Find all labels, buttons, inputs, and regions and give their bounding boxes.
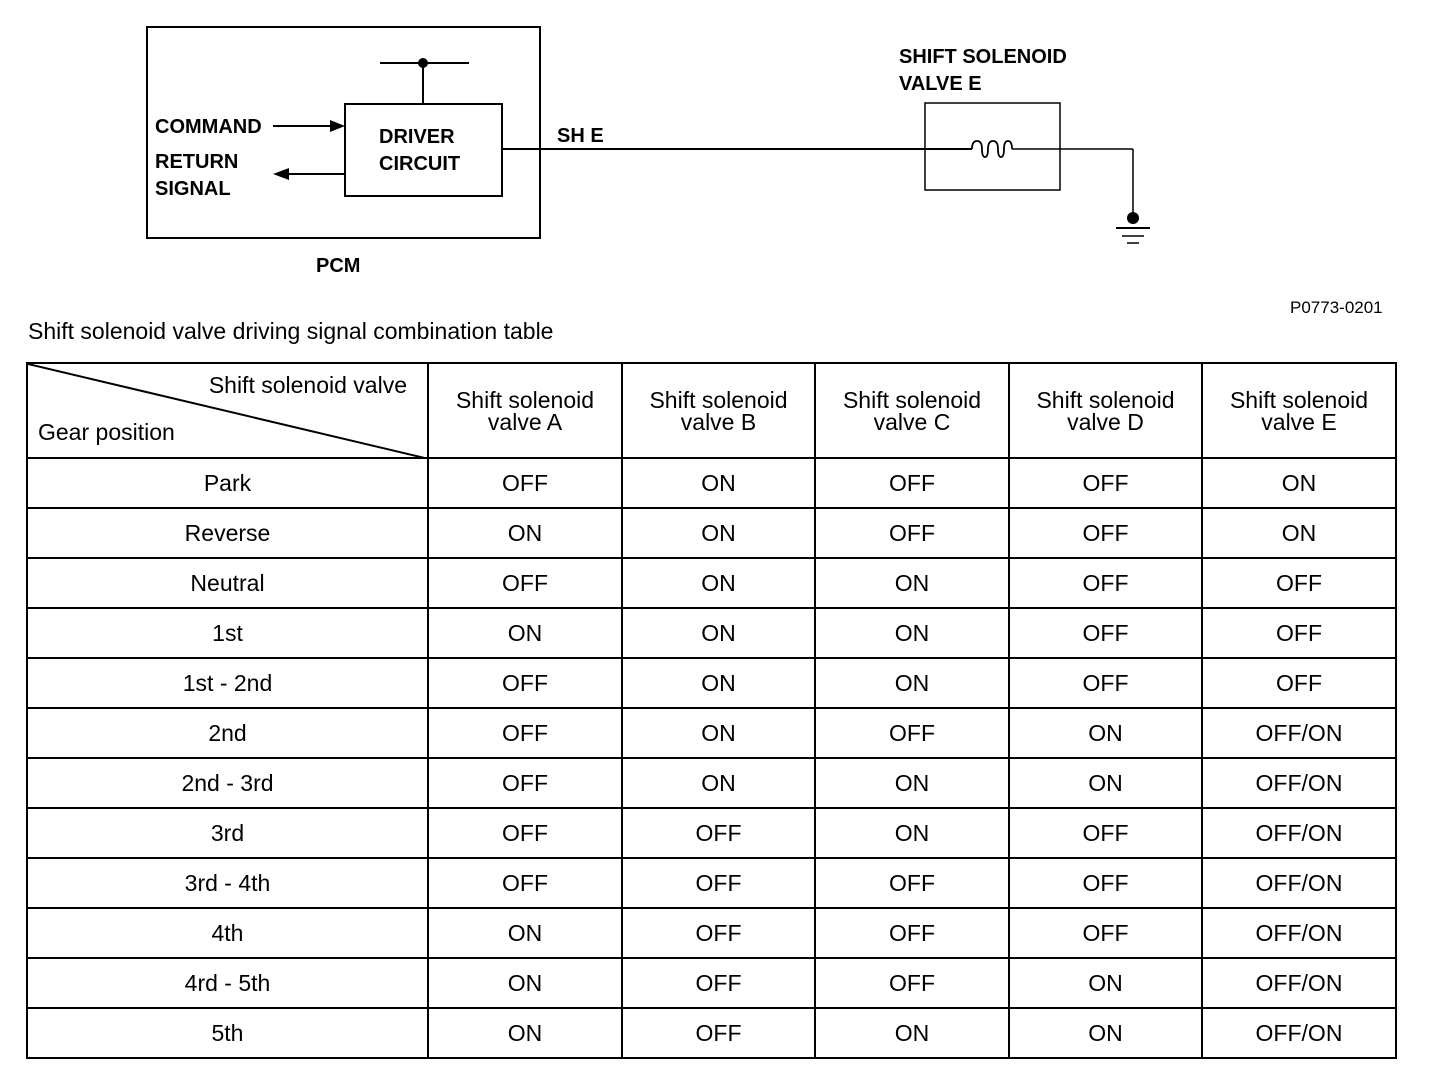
gear-position-cell: Park [27,458,428,508]
valve-state-cell: OFF [815,458,1009,508]
column-header-line1: Shift solenoid [842,386,982,413]
valve-state-cell: OFF [1202,608,1396,658]
valve-state-cell: OFF/ON [1202,808,1396,858]
gear-position-cell: 4rd - 5th [27,958,428,1008]
valve-state-cell: ON [815,1008,1009,1058]
valve-state-cell: OFF [1009,458,1202,508]
gear-position-cell: Reverse [27,508,428,558]
solenoid-label-line2: VALVE E [899,73,982,95]
valve-state-cell: OFF [1009,608,1202,658]
valve-state-cell: ON [1009,1008,1202,1058]
valve-state-cell: OFF [1009,908,1202,958]
table-row [27,1008,1396,1058]
ground-icon [1116,228,1150,243]
table-row [27,458,1396,508]
valve-state-cell: OFF [428,558,622,608]
valve-state-cell: OFF [1009,658,1202,708]
corner-top-label: Shift solenoid valve [208,372,407,398]
valve-state-cell: OFF [428,658,622,708]
gear-position-cell: 3rd [27,808,428,858]
column-header-line2: valve D [1067,408,1144,435]
table-title: Shift solenoid valve driving signal combination table [28,318,554,344]
command-arrowhead [330,120,345,132]
valve-state-cell: ON [1009,958,1202,1008]
table-row [27,958,1396,1008]
return-arrowhead [273,168,289,180]
command-label: COMMAND [155,116,262,138]
driver-label-line1: DRIVER [379,126,455,148]
valve-state-cell: OFF [1009,808,1202,858]
valve-state-cell: OFF [622,858,815,908]
valve-state-cell: OFF [815,508,1009,558]
ground-node-dot [1127,212,1139,224]
driver-label-line2: CIRCUIT [379,153,461,175]
column-header-valve-d [1009,363,1202,458]
gear-position-cell: 1st [27,608,428,658]
valve-state-cell: OFF [815,908,1009,958]
column-header-valve-b [622,363,815,458]
valve-state-cell: OFF [428,458,622,508]
column-header-valve-c [815,363,1009,458]
valve-state-cell: ON [622,608,815,658]
valve-state-cell: OFF [428,858,622,908]
valve-state-cell: ON [622,658,815,708]
valve-state-cell: ON [622,708,815,758]
valve-state-cell: OFF [815,708,1009,758]
valve-state-cell: OFF [1202,658,1396,708]
gear-position-cell: 3rd - 4th [27,858,428,908]
valve-state-cell: ON [622,508,815,558]
valve-state-cell: ON [622,458,815,508]
valve-state-cell: OFF [1202,558,1396,608]
column-header-line2: valve B [680,408,757,435]
valve-state-cell: OFF [1009,858,1202,908]
valve-state-cell: OFF/ON [1202,1008,1396,1058]
column-header-line2: valve A [487,408,563,435]
valve-state-cell: OFF [1009,508,1202,558]
table-row [27,808,1396,858]
table-row [27,658,1396,708]
column-header-line1: Shift solenoid [1229,386,1369,413]
corner-bottom-label: Gear position [38,419,175,445]
solenoid-label-line1: SHIFT SOLENOID [899,46,1067,68]
table-row [27,758,1396,808]
column-header-line2: valve E [1261,408,1337,435]
table-row [27,608,1396,658]
coil-icon [972,141,1012,157]
column-header-valve-e [1202,363,1396,458]
valve-state-cell: ON [1009,708,1202,758]
valve-state-cell: OFF/ON [1202,708,1396,758]
return-label-line1: RETURN [155,151,239,173]
table-row [27,858,1396,908]
valve-state-cell: ON [815,808,1009,858]
valve-state-cell: ON [428,608,622,658]
valve-state-cell: ON [622,558,815,608]
column-header-line1: Shift solenoid [455,386,595,413]
valve-state-cell: OFF [428,708,622,758]
valve-state-cell: ON [428,958,622,1008]
valve-state-cell: OFF [815,858,1009,908]
valve-state-cell: OFF [815,958,1009,1008]
column-header-valve-a [428,363,622,458]
gear-position-cell: Neutral [27,558,428,608]
table-header-row [27,363,1396,458]
valve-state-cell: ON [428,508,622,558]
valve-state-cell: OFF/ON [1202,958,1396,1008]
table-row [27,508,1396,558]
pcm-label: PCM [316,255,361,277]
valve-state-cell: OFF [622,958,815,1008]
combination-table [26,362,1397,1059]
gear-position-cell: 4th [27,908,428,958]
valve-state-cell: ON [1202,508,1396,558]
valve-state-cell: OFF/ON [1202,908,1396,958]
table-row [27,708,1396,758]
valve-state-cell: OFF [622,808,815,858]
valve-state-cell: OFF/ON [1202,858,1396,908]
figure-code: P0773-0201 [1290,298,1383,317]
table-body [27,458,1396,1058]
corner-header-cell [27,363,428,458]
solenoid-box [925,103,1060,190]
valve-state-cell: OFF [428,808,622,858]
valve-state-cell: ON [1202,458,1396,508]
valve-state-cell: ON [815,608,1009,658]
valve-state-cell: OFF/ON [1202,758,1396,808]
valve-state-cell: ON [428,1008,622,1058]
column-header-line2: valve C [873,408,951,435]
valve-state-cell: ON [815,558,1009,608]
valve-state-cell: ON [815,658,1009,708]
return-label-line2: SIGNAL [155,178,231,200]
wire-label: SH E [557,125,604,147]
valve-state-cell: ON [428,908,622,958]
column-header-line1: Shift solenoid [1036,386,1175,413]
gear-position-cell: 1st - 2nd [27,658,428,708]
valve-state-cell: OFF [622,1008,815,1058]
circuit-diagram [0,0,1440,290]
table-row [27,908,1396,958]
gear-position-cell: 2nd - 3rd [27,758,428,808]
driver-circuit-box [345,104,502,196]
valve-state-cell: ON [622,758,815,808]
gear-position-cell: 2nd [27,708,428,758]
table-row [27,558,1396,608]
valve-state-cell: OFF [428,758,622,808]
valve-state-cell: OFF [1009,558,1202,608]
gear-position-cell: 5th [27,1008,428,1058]
valve-state-cell: ON [1009,758,1202,808]
valve-state-cell: ON [815,758,1009,808]
column-header-line1: Shift solenoid [649,386,788,413]
valve-state-cell: OFF [622,908,815,958]
